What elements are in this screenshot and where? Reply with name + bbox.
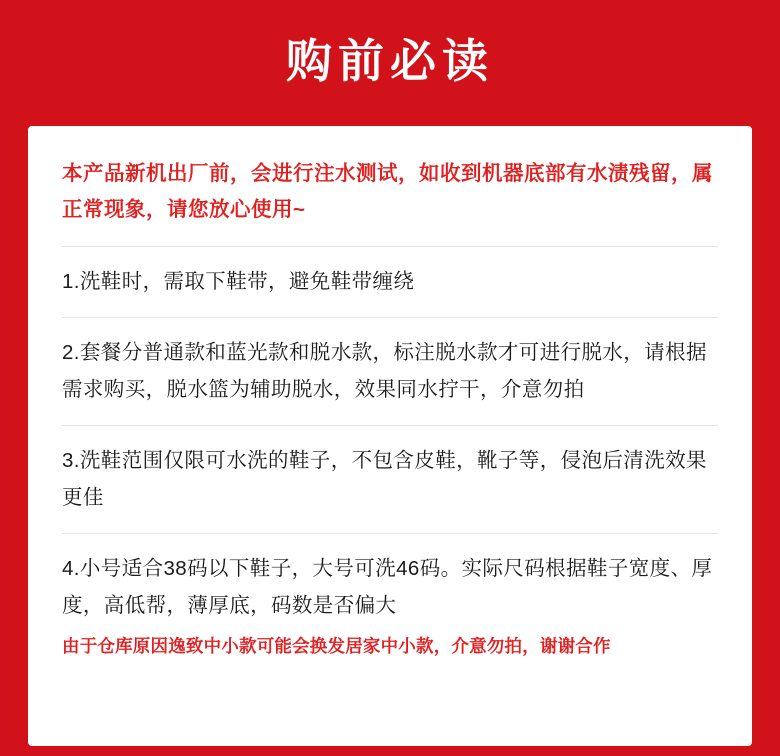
list-item: 3.洗鞋范围仅限可水洗的鞋子，不包含皮鞋，靴子等，侵泡后清洗效果更佳: [62, 449, 707, 509]
list-item: 1.洗鞋时，需取下鞋带，避免鞋带缠绕: [62, 269, 415, 293]
notice-card: [28, 126, 752, 746]
page-title: 购前必读: [286, 35, 494, 87]
list-item: 4.小号适合38码以下鞋子，大号可洗46码。实际尺码根据鞋子宽度、厚度，高低帮，薄厚底，码数是否偏大: [62, 557, 713, 617]
warehouse-footnote: 由于仓库原因逸致中小款可能会换发居家中小款，介意勿拍，谢谢合作: [62, 636, 611, 657]
list-item: 2.套餐分普通款和蓝光款和脱水款，标注脱水款才可进行脱水，请根据需求购买，脱水篮为辅助脱水，效果同水拧干，介意勿拍: [62, 341, 707, 401]
water-test-notice: 本产品新机出厂前，会进行注水测试，如收到机器底部有水渍残留，属正常现象，请您放心使用~: [62, 162, 713, 221]
